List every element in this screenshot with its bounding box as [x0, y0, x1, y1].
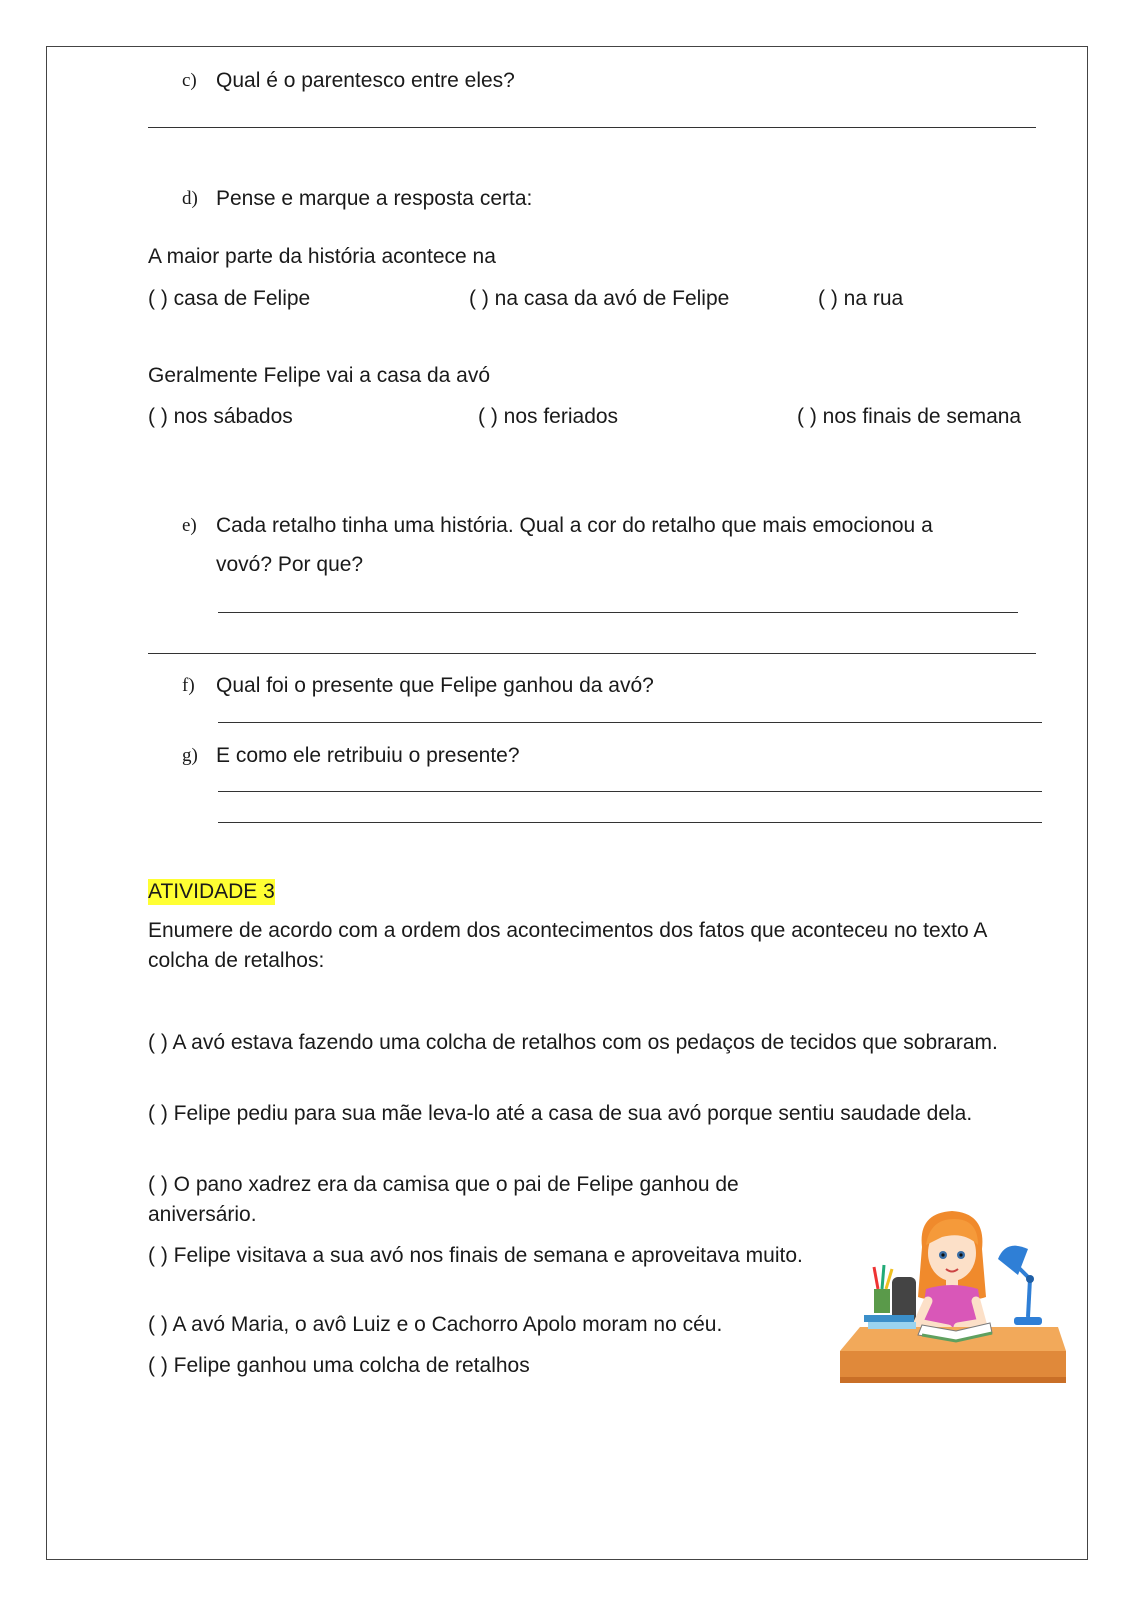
answer-line-g-1[interactable] — [218, 791, 1042, 792]
question-f-letter: f) — [182, 675, 195, 696]
d2-option-1[interactable]: ( ) nos sábados — [148, 405, 293, 428]
question-e-line1: Cada retalho tinha uma história. Qual a cor do retalho que mais emocionou a — [216, 514, 933, 537]
d2-option-2[interactable]: ( ) nos feriados — [478, 405, 619, 428]
activity-item-3[interactable]: ( ) O pano xadrez era da camisa que o pai de Felipe ganhou de aniversário. — [148, 1173, 739, 1226]
girl-studying-at-desk-icon — [830, 1205, 1070, 1387]
question-g-text: E como ele retribuiu o presente? — [216, 744, 520, 767]
question-d-letter: d) — [182, 188, 198, 209]
d1-option-3[interactable]: ( ) na rua — [818, 287, 904, 310]
question-d-text: Pense e marque a resposta certa: — [216, 187, 533, 210]
question-c-text: Qual é o parentesco entre eles? — [216, 69, 515, 92]
question-e-line2: vovó? Por que? — [216, 553, 364, 576]
question-f-text: Qual foi o presente que Felipe ganhou da avó? — [216, 674, 654, 697]
question-e-letter: e) — [182, 515, 197, 536]
answer-line-c[interactable] — [148, 127, 1036, 128]
d1-option-2[interactable]: ( ) na casa da avó de Felipe — [469, 287, 730, 310]
answer-line-e-2[interactable] — [148, 653, 1036, 654]
answer-line-e-1[interactable] — [218, 612, 1018, 613]
activity-title: ATIVIDADE 3 — [148, 880, 275, 903]
answer-line-f[interactable] — [218, 722, 1042, 723]
d1-option-1[interactable]: ( ) casa de Felipe — [148, 287, 311, 310]
activity-instruction: Enumere de acordo com a ordem dos acontecimentos dos fatos que aconteceu no texto A colcha de retalhos: — [148, 919, 987, 972]
answer-line-g-2[interactable] — [218, 822, 1042, 823]
activity-item-1[interactable]: ( ) A avó estava fazendo uma colcha de retalhos com os pedaços de tecidos que sobraram. — [148, 1031, 998, 1054]
activity-item-4[interactable]: ( ) Felipe visitava a sua avó nos finais de semana e aproveitava muito. — [148, 1244, 803, 1267]
question-c-letter: c) — [182, 70, 197, 91]
question-g-letter: g) — [182, 745, 198, 766]
d2-prompt: Geralmente Felipe vai a casa da avó — [148, 364, 491, 387]
activity-item-2[interactable]: ( ) Felipe pediu para sua mãe leva-lo até a casa de sua avó porque sentiu saudade dela. — [148, 1102, 973, 1125]
activity-item-6[interactable]: ( ) Felipe ganhou uma colcha de retalhos — [148, 1354, 530, 1377]
d2-option-3[interactable]: ( ) nos finais de semana — [797, 405, 1022, 428]
d1-prompt: A maior parte da história acontece na — [148, 245, 496, 268]
activity-item-5[interactable]: ( ) A avó Maria, o avô Luiz e o Cachorro Apolo moram no céu. — [148, 1313, 723, 1336]
